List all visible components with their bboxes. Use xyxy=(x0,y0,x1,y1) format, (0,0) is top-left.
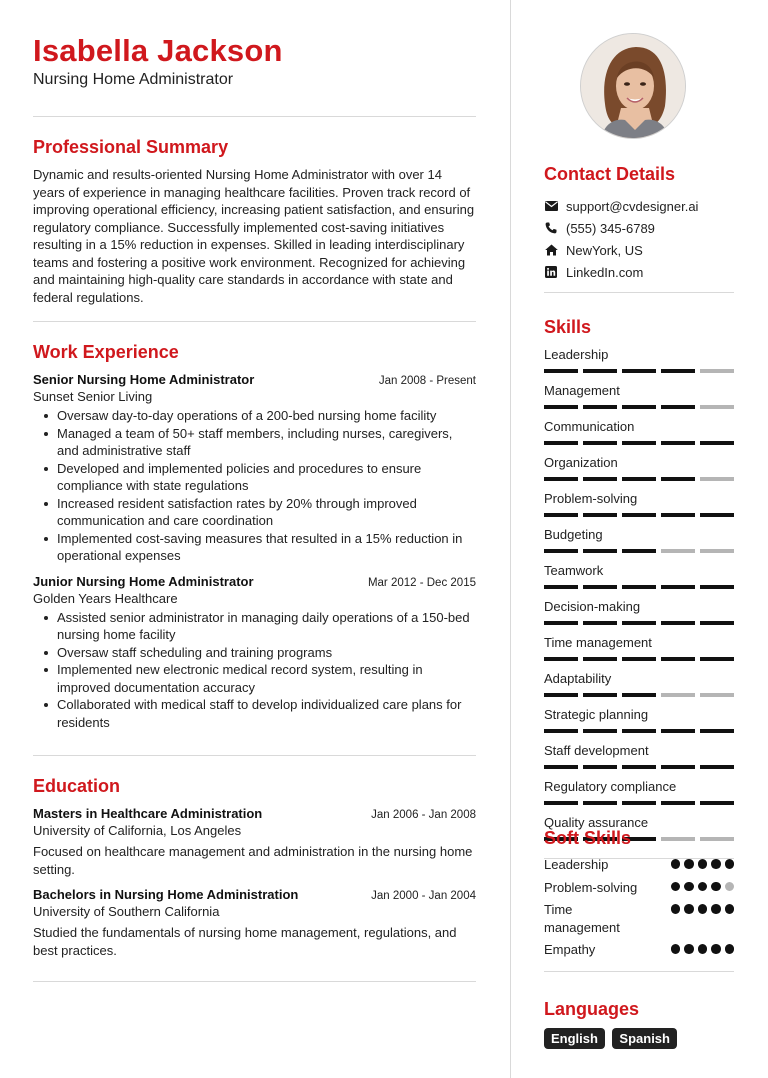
bullet-item: Oversaw staff scheduling and training programs xyxy=(33,644,476,662)
job-date: Mar 2012 - Dec 2015 xyxy=(367,576,476,589)
education-date: Jan 2000 - Jan 2004 xyxy=(371,890,476,902)
skill-level-bar xyxy=(544,693,734,697)
rating-dot-filled xyxy=(671,904,681,914)
candidate-role: Nursing Home Administrator xyxy=(33,71,234,88)
contact-section xyxy=(544,163,734,293)
skill-bar-segment-empty xyxy=(700,477,734,481)
skill-level-bar xyxy=(544,369,734,373)
job-date: Jan 2008 - Present xyxy=(378,375,476,387)
skill-bar-segment-filled xyxy=(661,657,695,661)
rating-dot-empty xyxy=(725,882,735,892)
job-title: Senior Nursing Home Administrator xyxy=(33,372,255,387)
school-name: University of Southern California xyxy=(33,904,220,919)
skill-name: Quality assurance xyxy=(544,815,649,830)
skill-bar-segment-filled xyxy=(583,513,617,517)
skill-bar-segment-filled xyxy=(661,441,695,445)
rating-dot-filled xyxy=(671,859,681,869)
job-entry xyxy=(33,574,476,732)
skill-bar-segment-filled xyxy=(661,405,695,409)
skills-list xyxy=(544,346,734,841)
skill-item xyxy=(544,490,734,517)
rating-dot-filled xyxy=(698,882,708,892)
skill-bar-segment-empty xyxy=(700,405,734,409)
skill-bar-segment-filled xyxy=(700,801,734,805)
skill-bar-segment-filled xyxy=(622,621,656,625)
skill-bar-segment-filled xyxy=(661,585,695,589)
soft-skill-rating xyxy=(671,856,735,869)
rating-dot-filled xyxy=(725,859,735,869)
soft-skill-name: Problem-solving xyxy=(544,879,638,895)
skill-bar-segment-filled xyxy=(544,801,578,805)
contact-linkedin-text: LinkedIn.com xyxy=(566,264,644,280)
skill-bar-segment-filled xyxy=(622,585,656,589)
skill-bar-segment-filled xyxy=(661,729,695,733)
skill-bar-segment-filled xyxy=(583,405,617,409)
degree-title: Masters in Healthcare Administration xyxy=(33,806,263,821)
rating-dot-filled xyxy=(725,944,735,954)
contact-location-text: NewYork, US xyxy=(566,242,643,258)
skill-item xyxy=(544,454,734,481)
degree-title: Bachelors in Nursing Home Administration xyxy=(33,887,299,902)
skill-name: Time management xyxy=(544,635,652,650)
skill-name: Leadership xyxy=(544,347,609,362)
skill-item xyxy=(544,634,734,661)
skill-bar-segment-filled xyxy=(622,477,656,481)
education-desc: Focused on healthcare management and administration in the nursing home setting. xyxy=(33,844,473,877)
rating-dot-filled xyxy=(698,904,708,914)
bullet-item: Assisted senior administrator in managing daily operations of a 150-bed nursing home facility xyxy=(33,609,476,644)
skill-name: Organization xyxy=(544,455,618,470)
skill-bar-segment-empty xyxy=(700,693,734,697)
job-entry xyxy=(33,372,476,565)
skill-bar-segment-filled xyxy=(583,621,617,625)
rating-dot-filled xyxy=(711,859,721,869)
skills-heading: Skills xyxy=(544,317,592,337)
skill-bar-segment-filled xyxy=(700,765,734,769)
linkedin-icon xyxy=(544,265,558,279)
skills-section xyxy=(544,316,734,859)
skill-name: Staff development xyxy=(544,743,649,758)
rating-dot-filled xyxy=(671,882,681,892)
skill-name: Decision-making xyxy=(544,599,641,614)
skill-bar-segment-filled xyxy=(700,729,734,733)
skill-level-bar xyxy=(544,405,734,409)
job-company: Golden Years Healthcare xyxy=(33,590,178,606)
bullet-item: Developed and implemented policies and procedures to ensure compliance with state regulations xyxy=(33,460,476,495)
contact-heading: Contact Details xyxy=(544,164,676,184)
skill-name: Regulatory compliance xyxy=(544,779,677,794)
skill-level-bar xyxy=(544,477,734,481)
skill-bar-segment-filled xyxy=(583,585,617,589)
bullet-item: Increased resident satisfaction rates by 20% through improved communication and care coordination xyxy=(33,495,476,530)
soft-skills-heading: Soft Skills xyxy=(544,828,632,848)
soft-skill-item xyxy=(544,856,734,874)
skill-bar-segment-filled xyxy=(622,801,656,805)
skill-bar-segment-empty xyxy=(700,549,734,553)
skill-bar-segment-filled xyxy=(661,477,695,481)
skill-bar-segment-filled xyxy=(583,477,617,481)
skill-bar-segment-filled xyxy=(544,369,578,373)
skill-item xyxy=(544,526,734,553)
rating-dot-filled xyxy=(684,859,694,869)
skill-level-bar xyxy=(544,549,734,553)
bullet-item: Oversaw day-to-day operations of a 200-bed nursing home facility xyxy=(33,407,476,425)
skill-name: Problem-solving xyxy=(544,491,638,506)
column-divider xyxy=(510,0,511,1078)
skill-bar-segment-filled xyxy=(544,549,578,553)
contact-linkedin[interactable] xyxy=(544,261,734,283)
candidate-name: Isabella Jackson xyxy=(33,33,283,68)
rating-dot-filled xyxy=(684,904,694,914)
skill-item xyxy=(544,670,734,697)
soft-skill-rating xyxy=(671,879,735,892)
skill-bar-segment-empty xyxy=(661,549,695,553)
envelope-icon xyxy=(544,199,558,213)
rating-dot-filled xyxy=(671,944,681,954)
skill-item xyxy=(544,598,734,625)
education-entry xyxy=(33,806,476,878)
skill-bar-segment-filled xyxy=(622,369,656,373)
skill-bar-segment-filled xyxy=(622,657,656,661)
skill-bar-segment-filled xyxy=(583,549,617,553)
skill-bar-segment-filled xyxy=(661,621,695,625)
skill-name: Strategic planning xyxy=(544,707,649,722)
skill-bar-segment-filled xyxy=(700,513,734,517)
skill-level-bar xyxy=(544,729,734,733)
skill-item xyxy=(544,346,734,373)
job-title: Junior Nursing Home Administrator xyxy=(33,573,254,589)
skill-bar-segment-filled xyxy=(583,729,617,733)
soft-skill-item xyxy=(544,941,734,959)
soft-skill-rating xyxy=(671,941,735,954)
skill-bar-segment-filled xyxy=(700,657,734,661)
job-bullets xyxy=(33,609,476,732)
job-bullets xyxy=(33,407,476,565)
language-tag: English xyxy=(544,1028,605,1049)
skill-bar-segment-filled xyxy=(544,657,578,661)
skill-bar-segment-empty xyxy=(700,369,734,373)
education-desc: Studied the fundamentals of nursing home management, regulations, and best practices. xyxy=(33,925,457,958)
skill-bar-segment-filled xyxy=(583,441,617,445)
skill-bar-segment-filled xyxy=(700,441,734,445)
soft-skill-name: Empathy xyxy=(544,942,596,957)
contact-location xyxy=(544,239,734,261)
skill-bar-segment-filled xyxy=(544,405,578,409)
bullet-item: Collaborated with medical staff to develop individualized care plans for residents xyxy=(33,696,476,731)
job-company: Sunset Senior Living xyxy=(33,389,153,404)
summary-heading: Professional Summary xyxy=(33,137,229,157)
skill-level-bar xyxy=(544,621,734,625)
rating-dot-filled xyxy=(725,904,735,914)
skill-name: Teamwork xyxy=(544,563,604,578)
soft-skill-name: Time management xyxy=(544,902,620,935)
skill-bar-segment-filled xyxy=(622,549,656,553)
rating-dot-filled xyxy=(711,944,721,954)
skill-item xyxy=(544,418,734,445)
skill-bar-segment-filled xyxy=(583,765,617,769)
divider xyxy=(33,981,476,982)
skill-bar-segment-filled xyxy=(583,657,617,661)
skill-level-bar xyxy=(544,585,734,589)
skill-bar-segment-filled xyxy=(544,477,578,481)
divider xyxy=(544,971,734,972)
divider xyxy=(33,755,476,756)
rating-dot-filled xyxy=(711,882,721,892)
profile-photo xyxy=(580,33,686,139)
language-tag: Spanish xyxy=(612,1028,677,1049)
divider xyxy=(33,321,476,322)
phone-icon xyxy=(544,221,558,235)
education-entry xyxy=(33,887,476,959)
skill-level-bar xyxy=(544,801,734,805)
skill-bar-segment-filled xyxy=(544,441,578,445)
skill-name: Management xyxy=(544,383,620,398)
soft-skills-section xyxy=(544,827,734,972)
summary-text: Dynamic and results-oriented Nursing Home Administrator with over 14 years of experience in managing healthcare facilities. Proven track record of improving operational efficiency, increasing patient satisfaction, and ensuring regulatory compliance. Successfully implemented cost-saving initiatives resulting in a 15% reduction in expenses. Skilled in leading interdisciplinary teams and fostering a positive work environment. Recognized for achieving and maintaining high-quality care standards in accordance with state and federal regulations. xyxy=(33,167,475,305)
languages-heading: Languages xyxy=(544,999,640,1019)
rating-dot-filled xyxy=(684,882,694,892)
skill-bar-segment-filled xyxy=(622,765,656,769)
skill-bar-segment-filled xyxy=(661,765,695,769)
skill-bar-segment-filled xyxy=(544,585,578,589)
skill-name: Budgeting xyxy=(544,527,603,542)
skill-bar-segment-empty xyxy=(661,693,695,697)
soft-skills-list xyxy=(544,856,734,959)
soft-skill-rating xyxy=(671,901,735,914)
skill-bar-segment-filled xyxy=(700,585,734,589)
bullet-item: Implemented cost-saving measures that resulted in a 15% reduction in operational expenses xyxy=(33,530,476,565)
rating-dot-filled xyxy=(698,944,708,954)
rating-dot-filled xyxy=(684,944,694,954)
rating-dot-filled xyxy=(698,859,708,869)
languages-section xyxy=(544,998,734,1049)
contact-phone[interactable] xyxy=(544,217,734,239)
skill-bar-segment-filled xyxy=(544,729,578,733)
skill-name: Adaptability xyxy=(544,671,612,686)
soft-skill-name: Leadership xyxy=(544,857,609,872)
education-heading: Education xyxy=(33,776,121,796)
skill-bar-segment-filled xyxy=(622,513,656,517)
bullet-item: Implemented new electronic medical record system, resulting in improved documentation accuracy xyxy=(33,661,476,696)
school-name: University of California, Los Angeles xyxy=(33,823,242,838)
skill-bar-segment-filled xyxy=(622,441,656,445)
skill-name: Communication xyxy=(544,419,635,434)
skill-item xyxy=(544,382,734,409)
bullet-item: Managed a team of 50+ staff members, including nurses, caregivers, and administrative staff xyxy=(33,425,476,460)
skill-level-bar xyxy=(544,765,734,769)
skill-bar-segment-filled xyxy=(622,729,656,733)
skill-bar-segment-filled xyxy=(661,513,695,517)
skill-bar-segment-filled xyxy=(622,405,656,409)
skill-level-bar xyxy=(544,441,734,445)
home-icon xyxy=(544,243,558,257)
skill-item xyxy=(544,562,734,589)
contact-phone-text: (555) 345-6789 xyxy=(566,220,655,236)
skill-level-bar xyxy=(544,513,734,517)
soft-skill-item xyxy=(544,901,734,936)
skill-bar-segment-filled xyxy=(544,765,578,769)
skill-bar-segment-filled xyxy=(661,801,695,805)
skill-bar-segment-filled xyxy=(583,693,617,697)
education-date: Jan 2006 - Jan 2008 xyxy=(371,809,476,821)
skill-bar-segment-filled xyxy=(583,801,617,805)
skill-bar-segment-filled xyxy=(622,693,656,697)
skill-bar-segment-filled xyxy=(661,369,695,373)
skill-item xyxy=(544,778,734,805)
skill-bar-segment-filled xyxy=(583,369,617,373)
main-column xyxy=(33,32,476,982)
rating-dot-filled xyxy=(711,904,721,914)
skill-bar-segment-filled xyxy=(700,621,734,625)
skill-bar-segment-filled xyxy=(544,621,578,625)
soft-skill-item xyxy=(544,879,734,897)
skill-item xyxy=(544,706,734,733)
contact-email[interactable] xyxy=(544,195,734,217)
skill-item xyxy=(544,742,734,769)
divider xyxy=(33,116,476,117)
divider xyxy=(544,292,734,293)
skill-bar-segment-filled xyxy=(544,693,578,697)
skill-level-bar xyxy=(544,657,734,661)
skill-bar-segment-filled xyxy=(544,513,578,517)
experience-heading: Work Experience xyxy=(33,342,179,362)
contact-email-text: support@cvdesigner.ai xyxy=(566,198,699,214)
